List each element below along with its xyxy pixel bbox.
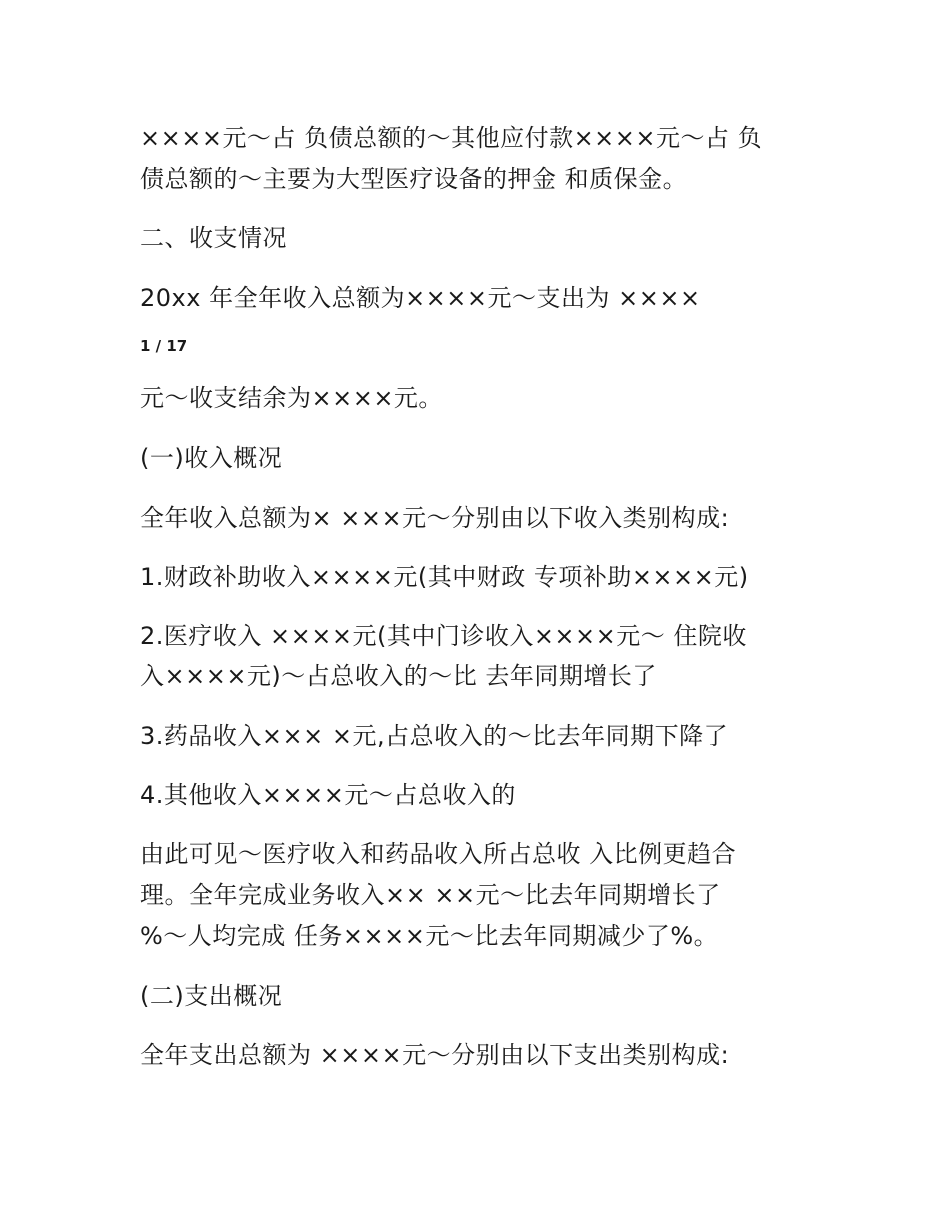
- list-item-medical-income-line-1: 2.医疗收入 ××××元(其中门诊收入××××元～ 住院收: [140, 622, 747, 650]
- paragraph-conclusion-line-2: 理。全年完成业务收入×× ××元～比去年同期增长了: [140, 881, 721, 909]
- paragraph-expenditure-total: 全年支出总额为 ××××元～分别由以下支出类别构成:: [140, 1041, 730, 1069]
- section-heading-income-expenditure: 二、收支情况: [140, 224, 287, 252]
- paragraph-conclusion-line-3: %～人均完成 任务××××元～比去年同期减少了%。: [140, 922, 719, 950]
- paragraph-annual-totals-line-1: 20xx 年全年收入总额为××××元～支出为 ××××: [140, 284, 701, 312]
- paragraph-conclusion-line-1: 由此可见～医疗收入和药品收入所占总收 入比例更趋合: [140, 840, 737, 868]
- page-number: 1 / 17: [140, 337, 188, 355]
- list-item-drug-income: 3.药品收入××× ×元,占总收入的～比去年同期下降了: [140, 722, 729, 750]
- subheading-expenditure-overview: (二)支出概况: [140, 982, 283, 1010]
- list-item-other-income: 4.其他收入××××元～占总收入的: [140, 781, 516, 809]
- paragraph-income-total: 全年收入总额为× ×××元～分别由以下收入类别构成:: [140, 504, 730, 532]
- paragraph-annual-totals-line-2: 元～收支结余为××××元。: [140, 384, 443, 412]
- list-item-medical-income-line-2: 入××××元)～占总收入的～比 去年同期增长了: [140, 662, 657, 690]
- subheading-income-overview: (一)收入概况: [140, 444, 283, 472]
- paragraph-liabilities-line-2: 债总额的～主要为大型医疗设备的押金 和质保金。: [140, 165, 688, 193]
- paragraph-liabilities-line-1: ××××元～占 负债总额的～其他应付款××××元～占 负: [140, 124, 763, 152]
- list-item-fiscal-subsidy: 1.财政补助收入××××元(其中财政 专项补助××××元): [140, 563, 749, 591]
